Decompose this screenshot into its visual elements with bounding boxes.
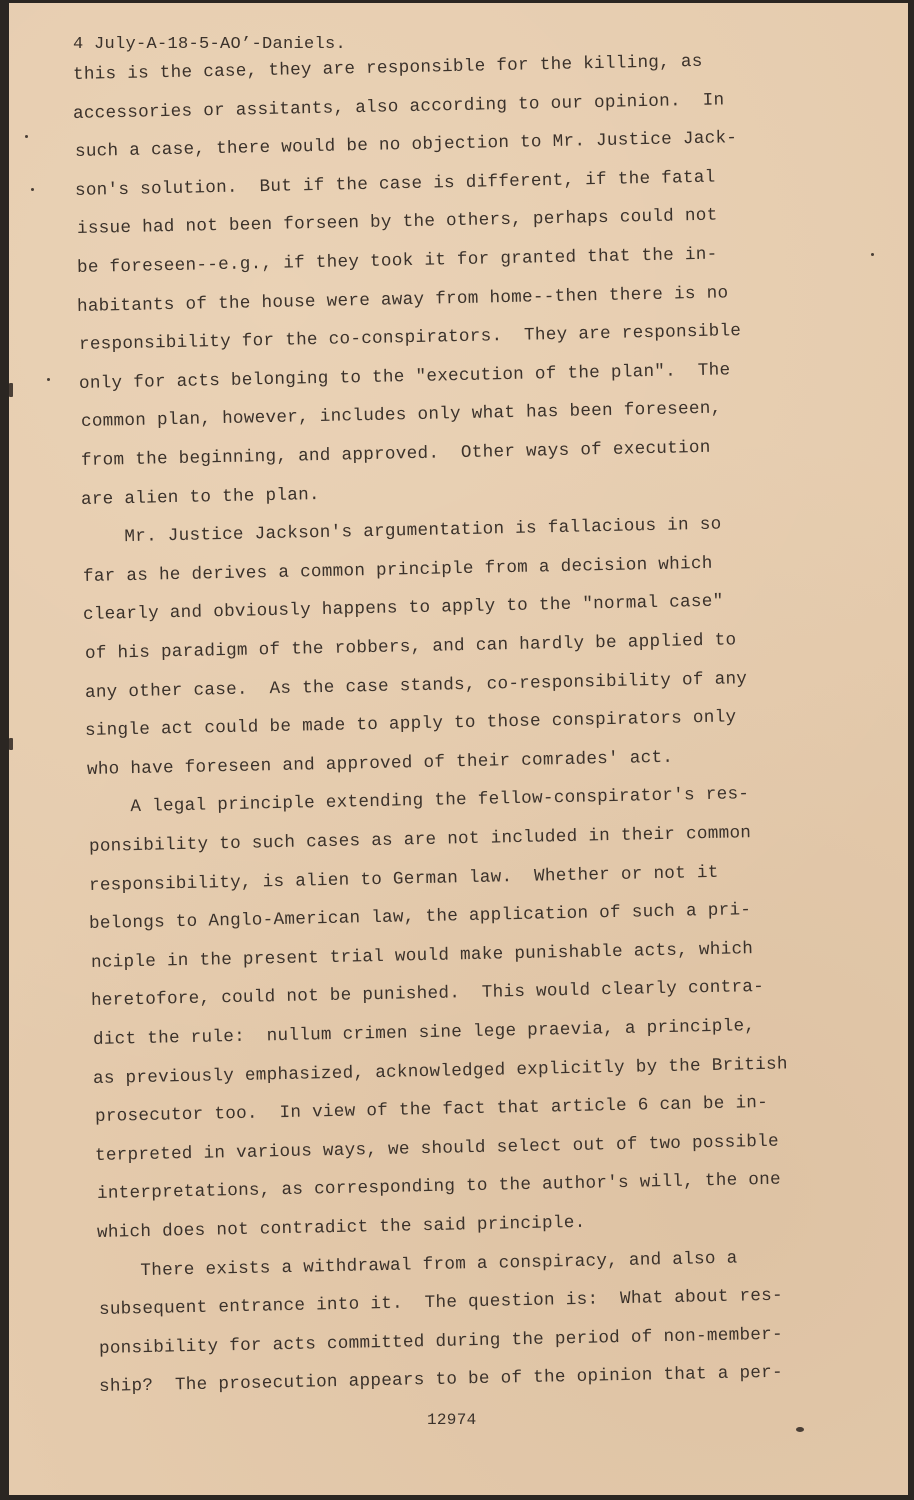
text-line: far as he derives a common principle from a decision which bbox=[82, 553, 713, 587]
text-line: this is the case, they are responsible for the killing, as bbox=[72, 51, 703, 85]
page-number: 12974 bbox=[427, 1411, 477, 1429]
text-line: responsibility, is alien to German law. Whether or not it bbox=[88, 862, 719, 896]
text-line: A legal principle extending the fellow-conspirator's res- bbox=[86, 784, 750, 819]
text-line: ship? The prosecution appears to be of the opinion that a per- bbox=[98, 1363, 784, 1398]
text-line: prosecutor too. In view of the fact that article 6 can be in- bbox=[94, 1093, 769, 1128]
document-page bbox=[9, 3, 908, 1495]
ink-speck bbox=[796, 1427, 804, 1432]
ink-speck bbox=[871, 253, 874, 256]
text-line: clearly and obviously happens to apply to the "normal case" bbox=[82, 591, 724, 626]
text-line: heretofore, could not be punished. This would clearly contra- bbox=[90, 977, 765, 1012]
text-line: nciple in the present trial would make punishable acts, which bbox=[90, 938, 754, 973]
ink-speck bbox=[9, 738, 13, 750]
text-line: terpreted in various ways, we should select out of two possible bbox=[94, 1131, 780, 1166]
text-line: There exists a withdrawal from a conspiracy, and also a bbox=[96, 1248, 738, 1282]
text-line: of his paradigm of the robbers, and can hardly be applied to bbox=[84, 630, 737, 664]
text-line: from the beginning, and approved. Other ways of execution bbox=[80, 437, 711, 471]
typewritten-text bbox=[9, 3, 908, 1495]
text-line: who have foreseen and approved of their comrades' act. bbox=[86, 747, 674, 780]
text-line: dict the rule: nullum crimen sine lege praevia, a principle, bbox=[92, 1016, 756, 1050]
text-line: accessories or assitants, also according to our opinion. In bbox=[72, 89, 725, 124]
text-line: interpretations, as corresponding to the author's will, the one bbox=[96, 1170, 782, 1205]
text-line: any other case. As the case stands, co-responsibility of any bbox=[84, 668, 748, 703]
text-line: such a case, there would be no objection to Mr. Justice Jack- bbox=[74, 128, 738, 163]
ink-speck bbox=[31, 188, 34, 191]
text-line: issue had not been forseen by the others, perhaps could not bbox=[76, 205, 718, 240]
text-line: belongs to Anglo-American law, the application of such a pri- bbox=[88, 900, 752, 935]
text-line: subsequent entrance into it. The question is: What about res- bbox=[98, 1285, 784, 1321]
text-line: Mr. Justice Jackson's argumentation is fallacious in so bbox=[80, 514, 722, 549]
text-line: as previously emphasized, acknowledged explicitly by the British bbox=[92, 1054, 788, 1089]
text-line: habitants of the house were away from home--then there is no bbox=[76, 282, 729, 317]
text-line: which does not contradict the said principle. bbox=[96, 1212, 586, 1243]
page-header: 4 July-A-18-5-AO’-Daniels. bbox=[73, 35, 347, 54]
ink-speck bbox=[9, 383, 13, 397]
text-line: single act could be made to apply to those conspirators only bbox=[84, 707, 737, 742]
text-line: responsibility for the co-conspirators. They are responsible bbox=[78, 321, 742, 356]
text-line: common plan, however, includes only what has been foreseen, bbox=[80, 398, 722, 433]
text-line: ponsibility to such cases as are not included in their common bbox=[88, 823, 752, 857]
text-line: be foreseen--e.g., if they took it for granted that the in- bbox=[76, 244, 718, 278]
text-line: only for acts belonging to the "execution of the plan". The bbox=[78, 360, 731, 394]
text-line: son's solution. But if the case is different, if the fatal bbox=[74, 167, 716, 201]
text-line: are alien to the plan. bbox=[80, 484, 321, 510]
ink-speck bbox=[47, 378, 50, 381]
ink-speck bbox=[25, 135, 28, 138]
text-line: ponsibility for acts committed during the period of non-member- bbox=[98, 1324, 784, 1359]
